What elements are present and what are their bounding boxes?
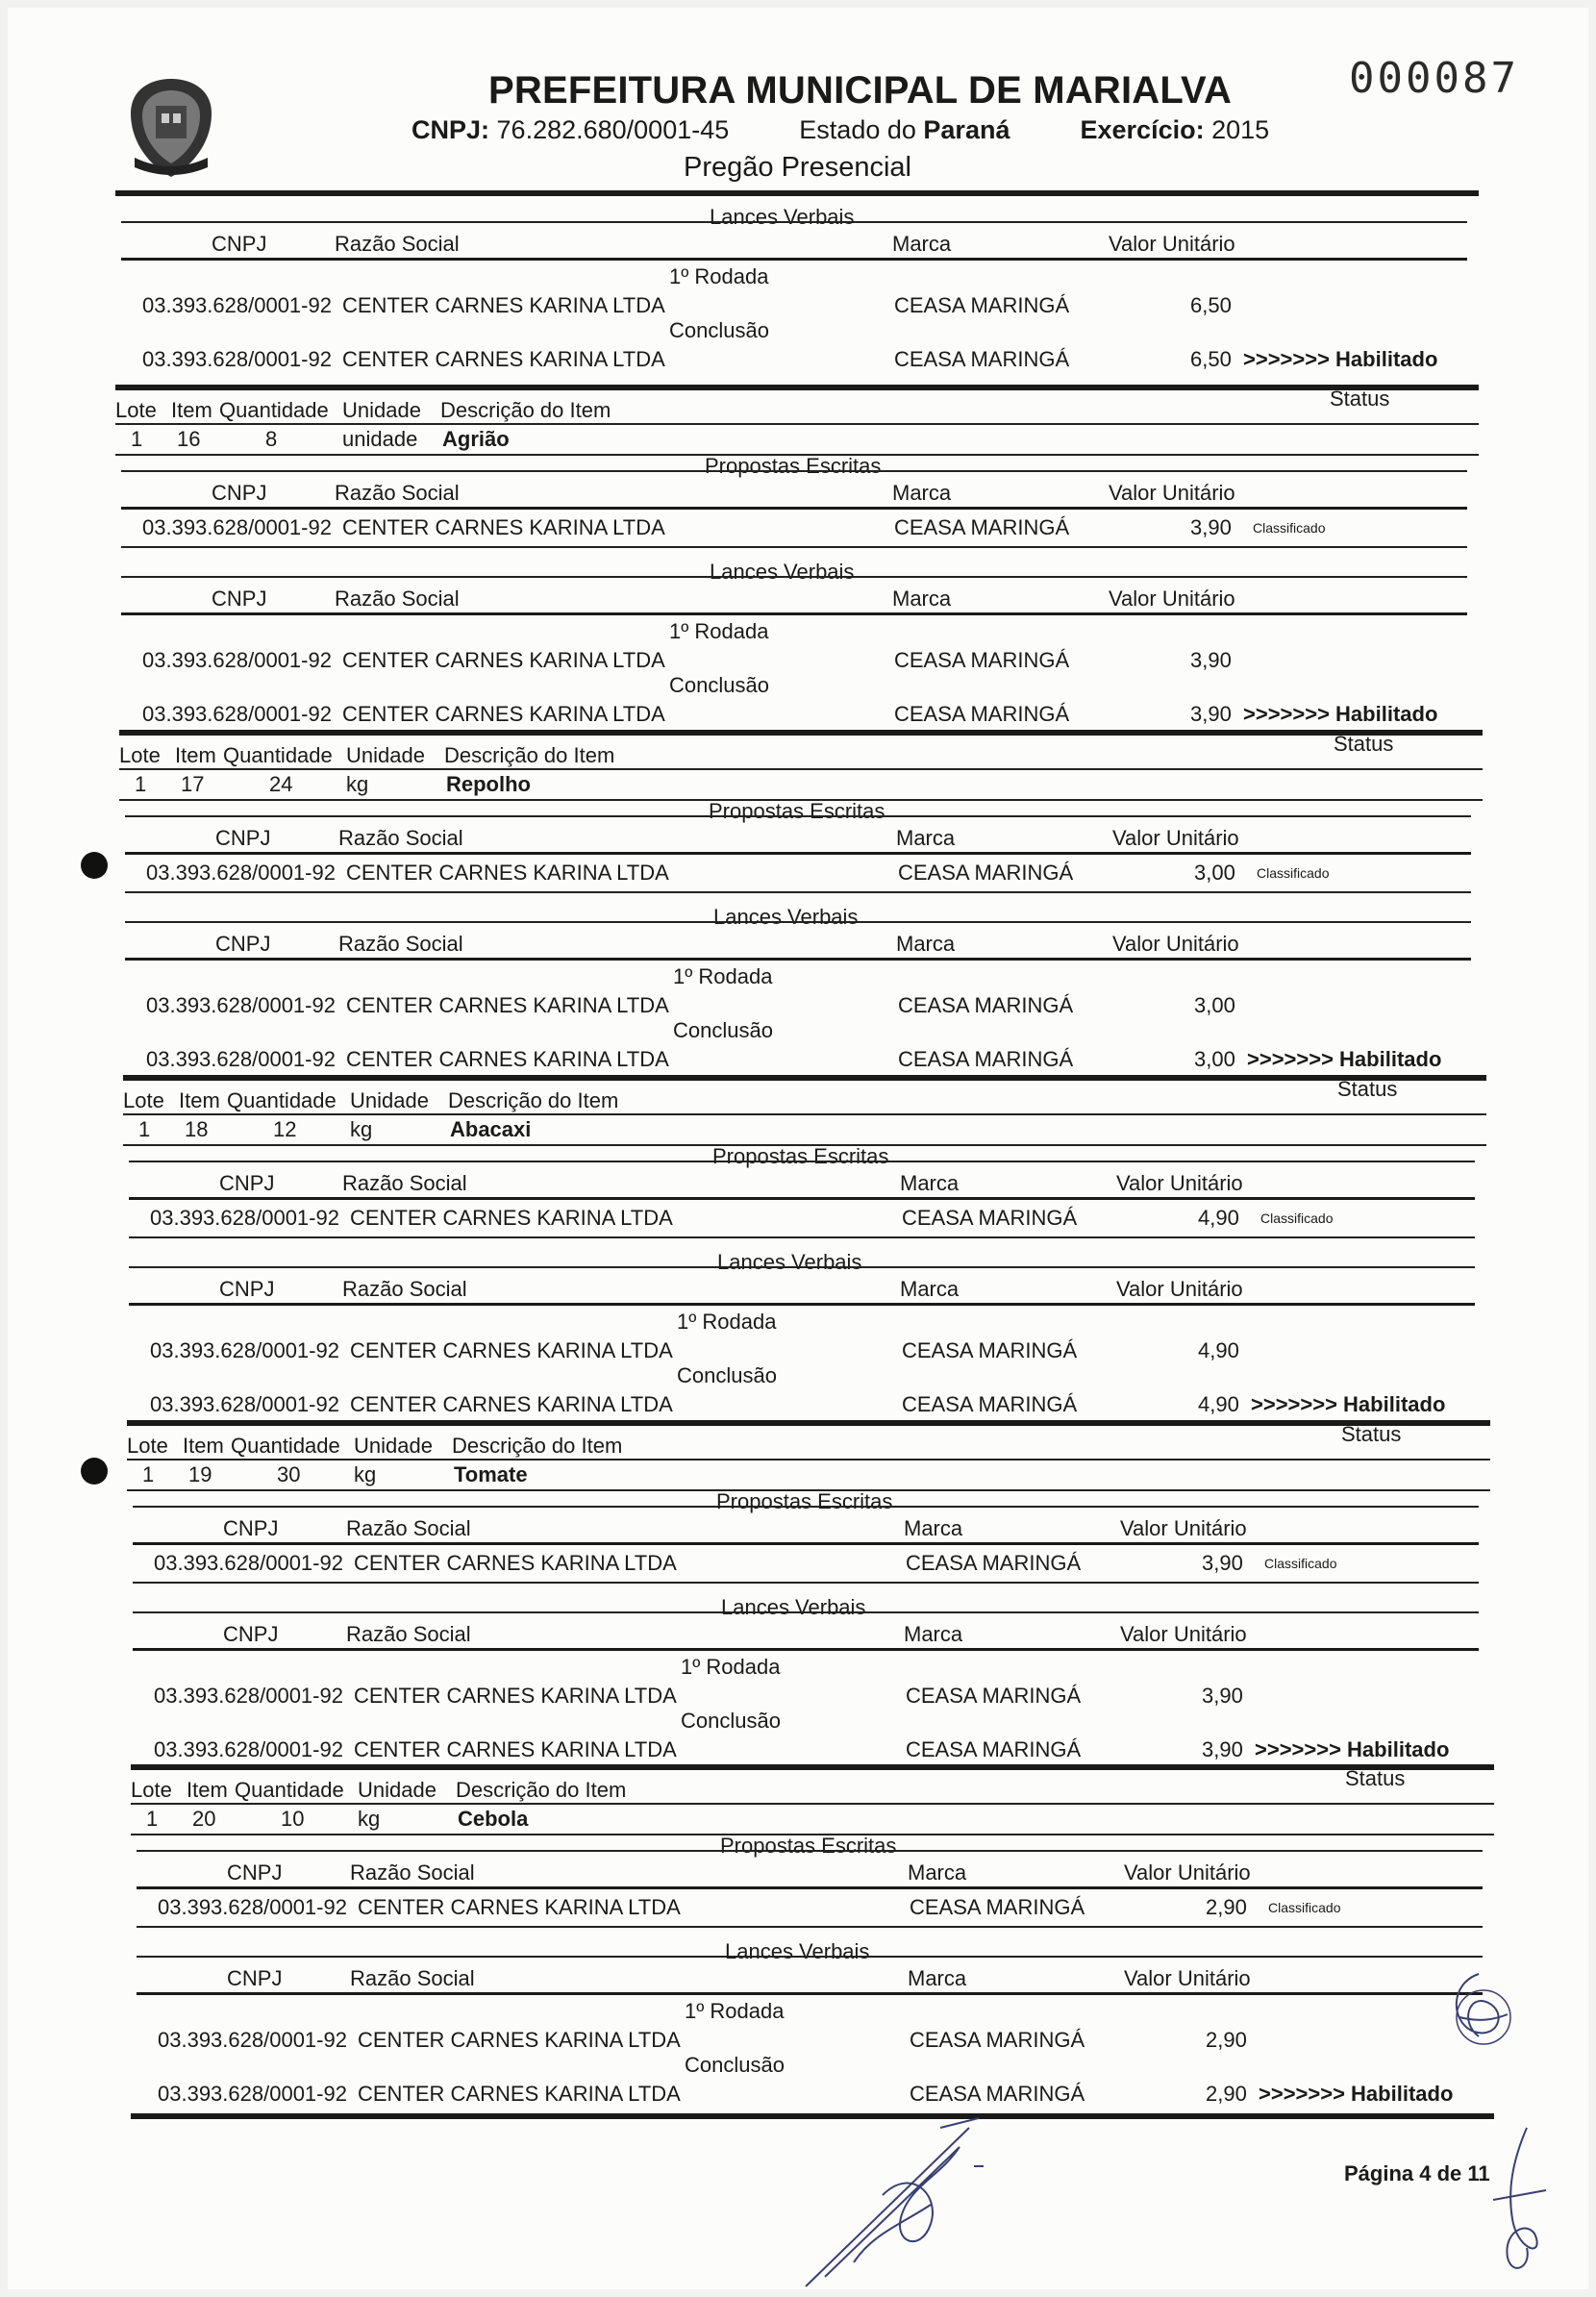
column-header-lote: Lote [131,1778,172,1802]
column-header-lote: Lote [119,743,161,767]
column-header-valor-unitario: Valor Unitário [1109,587,1235,611]
divider [121,576,1467,578]
item-number: 16 [177,427,201,451]
conclusion-bid-razao-social: CENTER CARNES KARINA LTDA [342,347,665,371]
conclusion-bid-marca: CEASA MARINGÁ [894,347,1070,371]
round-bid-cnpj: 03.393.628/0001-92 [150,1338,339,1362]
status-habilitado: >>>>>>> Habilitado [1243,347,1438,371]
page-stamp-number: 000087 [1349,54,1519,103]
item-quantidade: 12 [273,1117,297,1141]
conclusion-label: Conclusão [669,318,769,342]
column-header-unidade: Unidade [342,398,421,422]
divider [129,1303,1475,1306]
column-header-marca: Marca [892,232,952,256]
column-header-status: Status [1345,1766,1406,1790]
proposal-bid-marca: CEASA MARINGÁ [906,1551,1082,1575]
conclusion-bid-valor: 6,50 [1190,347,1232,371]
round-bid-cnpj: 03.393.628/0001-92 [154,1684,343,1708]
round-bid-marca: CEASA MARINGÁ [910,2028,1085,2052]
proposal-bid-razao-social: CENTER CARNES KARINA LTDA [346,861,669,885]
conclusion-label: Conclusão [681,1709,781,1733]
divider [133,1611,1479,1613]
proposal-bid-marca: CEASA MARINGÁ [910,1895,1085,1919]
proposal-bid-razao-social: CENTER CARNES KARINA LTDA [350,1206,673,1230]
header-title: PREFEITURA MUNICIPAL DE MARIALVA [488,69,1233,112]
conclusion-bid-marca: CEASA MARINGÁ [894,702,1070,726]
section-propostas-escritas: Propostas Escritas [709,799,885,823]
conclusion-bid-razao-social: CENTER CARNES KARINA LTDA [346,1047,669,1071]
column-header-razao-social: Razão Social [338,826,463,850]
divider [137,1886,1483,1889]
column-header-unidade: Unidade [358,1778,436,1802]
round-bid-razao-social: CENTER CARNES KARINA LTDA [342,648,665,672]
column-header-cnpj: CNPJ [212,481,267,505]
column-header-marca: Marca [892,481,952,505]
proposal-bid-cnpj: 03.393.628/0001-92 [146,861,336,885]
item-descricao: Cebola [458,1807,529,1831]
item-quantidade: 30 [277,1462,301,1486]
status-classificado: Classificado [1260,1211,1334,1226]
item-descricao: Agrião [442,427,510,451]
divider [133,1648,1479,1651]
divider [115,423,1479,425]
conclusion-label: Conclusão [673,1018,773,1042]
column-header-valor-unitario: Valor Unitário [1109,232,1235,256]
divider [127,1420,1490,1426]
status-habilitado: >>>>>>> Habilitado [1243,702,1438,726]
item-lote: 1 [146,1807,159,1831]
round-bid-cnpj: 03.393.628/0001-92 [146,993,336,1017]
divider [137,1850,1483,1852]
status-habilitado: >>>>>>> Habilitado [1255,1737,1450,1761]
column-header-status: Status [1341,1422,1402,1446]
item-number: 17 [181,772,205,796]
conclusion-bid-marca: CEASA MARINGÁ [906,1737,1082,1761]
column-header-status: Status [1330,387,1390,411]
initials-signature-icon [1440,1964,1517,2080]
column-header-lote: Lote [115,398,157,422]
column-header-item: Item [179,1088,220,1112]
section-lances-verbais: Lances Verbais [710,560,855,584]
item-unidade: unidade [342,427,418,451]
item-lote: 1 [142,1462,155,1486]
column-header-quantidade: Quantidade [223,743,333,767]
column-header-quantidade: Quantidade [227,1088,337,1112]
column-header-valor-unitario: Valor Unitário [1124,1860,1251,1885]
column-header-valor-unitario: Valor Unitário [1116,1171,1243,1195]
column-header-valor-unitario: Valor Unitário [1116,1277,1243,1301]
conclusion-bid-cnpj: 03.393.628/0001-92 [154,1737,343,1761]
section-lances-verbais: Lances Verbais [717,1250,862,1274]
column-header-cnpj: CNPJ [215,932,271,956]
column-header-item: Item [187,1778,228,1802]
divider [131,1803,1494,1805]
divider [137,1992,1483,1995]
conclusion-bid-valor: 3,00 [1194,1047,1235,1071]
conclusion-bid-valor: 4,90 [1198,1392,1239,1416]
column-header-razao-social: Razão Social [338,932,463,956]
column-header-cnpj: CNPJ [212,587,267,611]
item-lote: 1 [131,427,143,451]
column-header-lote: Lote [127,1434,168,1458]
item-quantidade: 24 [269,772,293,796]
round-bid-valor: 2,90 [1206,2028,1247,2052]
column-header-descricao: Descrição do Item [444,743,615,767]
divider [115,385,1479,390]
initials-signature-icon [1484,2123,1551,2277]
column-header-item: Item [171,398,212,422]
divider [125,921,1471,923]
punch-hole-icon [81,1458,108,1485]
conclusion-bid-cnpj: 03.393.628/0001-92 [146,1047,336,1071]
status-habilitado: >>>>>>> Habilitado [1259,2082,1454,2106]
column-header-valor-unitario: Valor Unitário [1112,932,1239,956]
column-header-razao-social: Razão Social [335,232,460,256]
divider [125,852,1471,855]
round-bid-cnpj: 03.393.628/0001-92 [142,648,332,672]
section-lances-verbais: Lances Verbais [710,205,855,229]
item-lote: 1 [138,1117,151,1141]
status-classificado: Classificado [1264,1556,1337,1571]
status-classificado: Classificado [1253,520,1326,536]
divider [125,891,1471,893]
column-header-valor-unitario: Valor Unitário [1120,1516,1247,1540]
column-header-marca: Marca [896,826,956,850]
column-header-cnpj: CNPJ [212,232,267,256]
divider [129,1266,1475,1268]
item-number: 20 [192,1807,216,1831]
proposal-bid-cnpj: 03.393.628/0001-92 [158,1895,347,1919]
column-header-marca: Marca [908,1966,967,1990]
column-header-item: Item [175,743,216,767]
column-header-razao-social: Razão Social [346,1516,471,1540]
conclusion-bid-cnpj: 03.393.628/0001-92 [150,1392,339,1416]
column-header-marca: Marca [896,932,956,956]
proposal-bid-razao-social: CENTER CARNES KARINA LTDA [342,515,665,539]
round-bid-razao-social: CENTER CARNES KARINA LTDA [350,1338,673,1362]
round-bid-valor: 6,50 [1190,293,1232,317]
item-quantidade: 10 [281,1807,305,1831]
column-header-marca: Marca [900,1171,960,1195]
divider [129,1161,1475,1162]
column-header-quantidade: Quantidade [219,398,329,422]
round-bid-valor: 3,90 [1202,1684,1243,1708]
divider [133,1582,1479,1584]
column-header-valor-unitario: Valor Unitário [1112,826,1239,850]
item-descricao: Abacaxi [450,1117,532,1141]
proposal-bid-marca: CEASA MARINGÁ [902,1206,1078,1230]
divider [127,1459,1490,1461]
conclusion-bid-valor: 2,90 [1206,2082,1247,2106]
proposal-bid-marca: CEASA MARINGÁ [894,515,1070,539]
column-header-valor-unitario: Valor Unitário [1120,1622,1247,1646]
divider [115,190,1479,196]
column-header-cnpj: CNPJ [215,826,271,850]
item-unidade: kg [346,772,369,796]
round-bid-marca: CEASA MARINGÁ [906,1684,1082,1708]
column-header-status: Status [1334,732,1394,756]
exercicio-value: 2015 [1211,115,1270,144]
conclusion-bid-marca: CEASA MARINGÁ [902,1392,1078,1416]
column-header-razao-social: Razão Social [342,1277,467,1301]
conclusion-bid-razao-social: CENTER CARNES KARINA LTDA [354,1737,677,1761]
round-bid-valor: 4,90 [1198,1338,1239,1362]
proposal-bid-valor: 3,90 [1190,515,1232,539]
proposal-bid-valor: 3,90 [1202,1551,1243,1575]
proposal-bid-cnpj: 03.393.628/0001-92 [142,515,332,539]
divider [129,1236,1475,1238]
column-header-razao-social: Razão Social [342,1171,467,1195]
column-header-valor-unitario: Valor Unitário [1109,481,1235,505]
round-bid-marca: CEASA MARINGÁ [894,293,1070,317]
divider [121,546,1467,548]
round-bid-valor: 3,90 [1190,648,1232,672]
column-header-cnpj: CNPJ [227,1860,283,1885]
divider [119,768,1483,770]
item-quantidade: 8 [265,427,278,451]
modalidade: Pregão Presencial [684,152,911,183]
column-header-marca: Marca [904,1516,963,1540]
column-header-razao-social: Razão Social [335,481,460,505]
round-bid-marca: CEASA MARINGÁ [898,993,1074,1017]
column-header-descricao: Descrição do Item [440,398,611,422]
section-lances-verbais: Lances Verbais [721,1595,866,1619]
column-header-unidade: Unidade [346,743,425,767]
status-classificado: Classificado [1268,1900,1341,1915]
proposal-bid-marca: CEASA MARINGÁ [898,861,1074,885]
round-bid-razao-social: CENTER CARNES KARINA LTDA [342,293,665,317]
estado-value: Paraná [923,115,1010,144]
punch-hole-icon [81,852,108,879]
document-page [8,8,1588,2289]
item-number: 18 [185,1117,209,1141]
proposal-bid-razao-social: CENTER CARNES KARINA LTDA [354,1551,677,1575]
column-header-descricao: Descrição do Item [456,1778,627,1802]
column-header-lote: Lote [123,1088,164,1112]
conclusion-bid-marca: CEASA MARINGÁ [898,1047,1074,1071]
round-bid-razao-social: CENTER CARNES KARINA LTDA [346,993,669,1017]
column-header-quantidade: Quantidade [235,1778,344,1802]
round-bid-razao-social: CENTER CARNES KARINA LTDA [354,1684,677,1708]
column-header-cnpj: CNPJ [219,1171,275,1195]
status-habilitado: >>>>>>> Habilitado [1247,1047,1442,1071]
divider [121,258,1467,261]
section-propostas-escritas: Propostas Escritas [712,1144,889,1168]
column-header-cnpj: CNPJ [227,1966,283,1990]
header-subtitle [411,115,1269,145]
conclusion-bid-razao-social: CENTER CARNES KARINA LTDA [358,2082,681,2106]
column-header-razao-social: Razão Social [335,587,460,611]
divider [121,507,1467,510]
round-label: 1º Rodada [681,1655,781,1679]
conclusion-bid-razao-social: CENTER CARNES KARINA LTDA [342,702,665,726]
divider [137,1956,1483,1958]
proposal-bid-valor: 4,90 [1198,1206,1239,1230]
divider [119,730,1483,736]
status-habilitado: >>>>>>> Habilitado [1251,1392,1446,1416]
conclusion-bid-valor: 3,90 [1202,1737,1243,1761]
divider [133,1542,1479,1545]
exercicio-label: Exercício: [1080,115,1205,144]
column-header-cnpj: CNPJ [223,1516,279,1540]
round-bid-marca: CEASA MARINGÁ [902,1338,1078,1362]
round-label: 1º Rodada [673,964,773,988]
round-bid-razao-social: CENTER CARNES KARINA LTDA [358,2028,681,2052]
cnpj-label: CNPJ: [411,115,490,144]
divider [123,1113,1486,1115]
conclusion-bid-cnpj: 03.393.628/0001-92 [142,347,332,371]
item-unidade: kg [354,1462,377,1486]
divider [129,1197,1475,1200]
conclusion-label: Conclusão [669,673,769,697]
column-header-marca: Marca [900,1277,960,1301]
estado-prefix: Estado do [799,115,916,144]
status-classificado: Classificado [1257,865,1330,881]
conclusion-bid-cnpj: 03.393.628/0001-92 [142,702,332,726]
section-propostas-escritas: Propostas Escritas [716,1489,893,1513]
column-header-item: Item [183,1434,224,1458]
item-descricao: Tomate [454,1462,528,1486]
column-header-marca: Marca [904,1622,963,1646]
column-header-razao-social: Razão Social [350,1860,475,1885]
column-header-marca: Marca [892,587,952,611]
item-descricao: Repolho [446,772,531,796]
divider [121,612,1467,615]
column-header-cnpj: CNPJ [219,1277,275,1301]
section-lances-verbais: Lances Verbais [725,1939,870,1963]
divider [131,1764,1494,1770]
item-unidade: kg [358,1807,381,1831]
section-lances-verbais: Lances Verbais [713,905,859,929]
conclusion-bid-razao-social: CENTER CARNES KARINA LTDA [350,1392,673,1416]
proposal-bid-cnpj: 03.393.628/0001-92 [150,1206,339,1230]
page-number: Página 4 de 11 [1344,2161,1490,2185]
municipal-crest-icon [123,75,219,181]
column-header-status: Status [1337,1077,1398,1101]
conclusion-bid-cnpj: 03.393.628/0001-92 [158,2082,347,2106]
divider [137,1926,1483,1928]
proposal-bid-valor: 2,90 [1206,1895,1247,1919]
conclusion-bid-marca: CEASA MARINGÁ [910,2082,1085,2106]
conclusion-label: Conclusão [685,2053,785,2077]
round-bid-marca: CEASA MARINGÁ [894,648,1070,672]
proposal-bid-razao-social: CENTER CARNES KARINA LTDA [358,1895,681,1919]
column-header-valor-unitario: Valor Unitário [1124,1966,1251,1990]
signature-icon [796,2109,988,2291]
round-label: 1º Rodada [669,264,769,288]
column-header-descricao: Descrição do Item [452,1434,623,1458]
item-unidade: kg [350,1117,373,1141]
divider [121,221,1467,223]
item-lote: 1 [135,772,147,796]
section-propostas-escritas: Propostas Escritas [720,1834,897,1858]
proposal-bid-cnpj: 03.393.628/0001-92 [154,1551,343,1575]
cnpj-value: 76.282.680/0001-45 [496,115,730,144]
round-label: 1º Rodada [677,1310,777,1334]
round-label: 1º Rodada [669,619,769,643]
conclusion-label: Conclusão [677,1363,777,1387]
divider [125,815,1471,817]
divider [133,1506,1479,1508]
divider [123,1075,1486,1081]
column-header-unidade: Unidade [350,1088,429,1112]
proposal-bid-valor: 3,00 [1194,861,1235,885]
column-header-razao-social: Razão Social [350,1966,475,1990]
round-bid-valor: 3,00 [1194,993,1235,1017]
round-bid-cnpj: 03.393.628/0001-92 [142,293,332,317]
round-label: 1º Rodada [685,1999,785,2023]
divider [125,958,1471,961]
column-header-cnpj: CNPJ [223,1622,279,1646]
column-header-descricao: Descrição do Item [448,1088,619,1112]
column-header-quantidade: Quantidade [231,1434,340,1458]
divider [121,470,1467,472]
round-bid-cnpj: 03.393.628/0001-92 [158,2028,347,2052]
column-header-unidade: Unidade [354,1434,433,1458]
column-header-razao-social: Razão Social [346,1622,471,1646]
section-propostas-escritas: Propostas Escritas [705,454,882,478]
column-header-marca: Marca [908,1860,967,1885]
conclusion-bid-valor: 3,90 [1190,702,1232,726]
item-number: 19 [188,1462,212,1486]
